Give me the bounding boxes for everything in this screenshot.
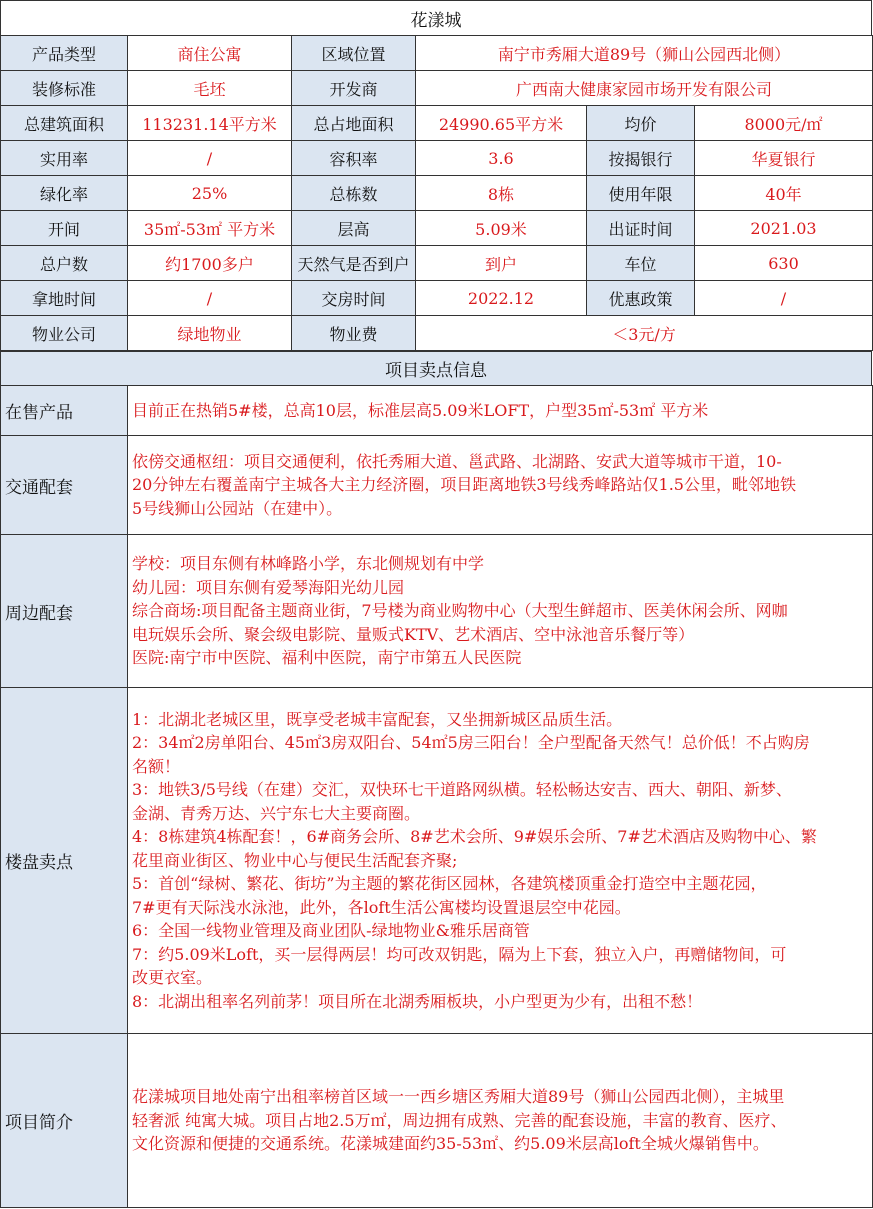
label-mortgage-bank: 按揭银行 — [587, 141, 695, 176]
text-line: 6：全国一线物业管理及商业团队-绿地物业&雅乐居商管 — [132, 921, 530, 941]
label-highlights: 楼盘卖点 — [1, 688, 128, 1034]
text-line: 金湖、青秀万达、兴宁东七大主要商圈。 — [132, 803, 421, 823]
value-plot-ratio: 3.6 — [416, 141, 587, 176]
value-decoration: 毛坯 — [128, 71, 292, 106]
value-location: 南宁市秀厢大道89号（狮山公园西北侧） — [416, 36, 873, 71]
table-row — [1, 176, 873, 211]
table-row — [1, 535, 873, 688]
label-floor-height: 层高 — [292, 211, 416, 246]
value-total-land-area: 24990.65平方米 — [416, 106, 587, 141]
label-total-building-area: 总建筑面积 — [1, 106, 128, 141]
label-unit-size: 开间 — [1, 211, 128, 246]
label-usage-rate: 实用率 — [1, 141, 128, 176]
label-green-rate: 绿化率 — [1, 176, 128, 211]
selling-points-title: 项目卖点信息 — [0, 351, 872, 386]
label-land-time: 拿地时间 — [1, 281, 128, 316]
value-gas: 到户 — [416, 246, 587, 281]
text-line: 医院:南宁市中医院、福利中医院，南宁市第五人民医院 — [132, 648, 522, 668]
value-property-company: 绿地物业 — [128, 316, 292, 351]
text-line: 4：8栋建筑4栋配套！，6#商务会所、8#艺术会所、9#娱乐会所、7#艺术酒店及购物中心、繁 — [132, 827, 817, 847]
label-total-buildings: 总栋数 — [292, 176, 416, 211]
table-row — [1, 688, 873, 1034]
value-intro — [128, 1034, 873, 1208]
text-line: 2：34㎡2房单阳台、45㎡3房双阳台、54㎡5房三阳台！全户型配备天然气！总价低！不占购房 — [132, 733, 810, 753]
table-row — [1, 71, 873, 106]
text-line: 5号线狮山公园站（在建中）。 — [132, 498, 343, 518]
label-parking: 车位 — [587, 246, 695, 281]
text-line: 改更衣室。 — [132, 968, 213, 988]
table-row — [1, 386, 873, 436]
text-line: 1：北湖北老城区里，既享受老城丰富配套，又坐拥新城区品质生活。 — [132, 709, 623, 729]
value-mortgage-bank: 华夏银行 — [695, 141, 873, 176]
label-promotion: 优惠政策 — [587, 281, 695, 316]
text-line: 综合商场:项目配备主题商业街，7号楼为商业购物中心（大型生鲜超市、医美休闲会所、网咖 — [132, 601, 788, 621]
text-line: 依傍交通枢纽：项目交通便利，依托秀厢大道、邕武路、北湖路、安武大道等城市干道，10- — [132, 451, 782, 471]
value-green-rate: 25% — [128, 176, 292, 211]
value-floor-height: 5.09米 — [416, 211, 587, 246]
label-product-type: 产品类型 — [1, 36, 128, 71]
text-line: 目前正在热销5#楼，总高10层，标准层高5.09米LOFT，户型35㎡-53㎡ 平方米 — [132, 400, 709, 420]
label-property-fee: 物业费 — [292, 316, 416, 351]
label-avg-price: 均价 — [587, 106, 695, 141]
text-line: 8：北湖出租率名列前茅！项目所在北湖秀厢板块，小户型更为少有，出租不愁！ — [132, 991, 703, 1011]
text-line: 20分钟左右覆盖南宁主城各大主力经济圈，项目距离地铁3号线秀峰路站仅1.5公里，毗邻地铁 — [132, 475, 796, 495]
table-row — [1, 141, 873, 176]
label-traffic: 交通配套 — [1, 436, 128, 535]
selling-points-table — [0, 385, 873, 1208]
value-cert-time: 2021.03 — [695, 211, 873, 246]
table-row — [1, 436, 873, 535]
label-decoration: 装修标准 — [1, 71, 128, 106]
label-delivery-time: 交房时间 — [292, 281, 416, 316]
value-total-buildings: 8栋 — [416, 176, 587, 211]
text-line: 轻奢派 纯寓大城。项目占地2.5万㎡，周边拥有成熟、完善的配套设施，丰富的教育、医疗、 — [132, 1110, 787, 1130]
label-on-sale: 在售产品 — [1, 386, 128, 436]
value-parking: 630 — [695, 246, 873, 281]
value-delivery-time: 2022.12 — [416, 281, 587, 316]
table-row — [1, 36, 873, 71]
value-avg-price: 8000元/㎡ — [695, 106, 873, 141]
label-total-households: 总户数 — [1, 246, 128, 281]
label-developer: 开发商 — [292, 71, 416, 106]
label-cert-time: 出证时间 — [587, 211, 695, 246]
text-line: 文化资源和便捷的交通系统。花漾城建面约35-53㎡、约5.09米层高loft全城火爆销售中。 — [132, 1134, 769, 1154]
label-property-company: 物业公司 — [1, 316, 128, 351]
value-surrounding — [128, 535, 873, 688]
value-property-fee: ＜3元/方 — [416, 316, 873, 351]
value-product-type: 商住公寓 — [128, 36, 292, 71]
table-row — [1, 246, 873, 281]
table-row — [1, 316, 873, 351]
table-row — [1, 211, 873, 246]
text-line: 5：首创“绿树、繁花、街坊”为主题的繁花街区园林，各建筑楼顶重金打造空中主题花园， — [132, 874, 767, 894]
value-usage-rate: / — [128, 141, 292, 176]
value-total-households: 约1700多户 — [128, 246, 292, 281]
text-line: 学校：项目东侧有林峰路小学，东北侧规划有中学 — [132, 554, 485, 574]
text-line: 电玩娱乐会所、聚会级电影院、量贩式KTV、艺术酒店、空中泳池音乐餐厅等） — [132, 624, 695, 644]
value-land-time: / — [128, 281, 292, 316]
table-row — [1, 106, 873, 141]
value-traffic — [128, 436, 873, 535]
label-surrounding: 周边配套 — [1, 535, 128, 688]
value-unit-size: 35㎡-53㎡ 平方米 — [128, 211, 292, 246]
label-location: 区域位置 — [292, 36, 416, 71]
label-plot-ratio: 容积率 — [292, 141, 416, 176]
value-highlights — [128, 688, 873, 1034]
value-usage-years: 40年 — [695, 176, 873, 211]
info-table — [0, 35, 873, 351]
value-on-sale — [128, 386, 873, 436]
label-total-land-area: 总占地面积 — [292, 106, 416, 141]
page-title: 花漾城 — [0, 0, 872, 36]
text-line: 7#更有天际浅水泳池，此外，各loft生活公寓楼均设置退层空中花园。 — [132, 897, 631, 917]
label-intro: 项目简介 — [1, 1034, 128, 1208]
value-total-building-area: 113231.14平方米 — [128, 106, 292, 141]
text-line: 7：约5.09米Loft，买一层得两层！均可改双钥匙，隔为上下套，独立入户，再赠储物间，可 — [132, 944, 787, 964]
text-line: 名额！ — [132, 756, 181, 776]
value-developer: 广西南大健康家园市场开发有限公司 — [416, 71, 873, 106]
text-line: 幼儿园：项目东侧有爱琴海阳光幼儿园 — [132, 577, 405, 597]
value-promotion: / — [695, 281, 873, 316]
table-row — [1, 1034, 873, 1208]
label-usage-years: 使用年限 — [587, 176, 695, 211]
table-row — [1, 281, 873, 316]
text-line: 花里商业街区、物业中心与便民生活配套齐聚; — [132, 850, 458, 870]
text-line: 3：地铁3/5号线（在建）交汇，双快环七干道路网纵横。轻松畅达安吉、西大、朝阳、新梦、 — [132, 780, 792, 800]
text-line: 花漾城项目地处南宁出租率榜首区域一一西乡塘区秀厢大道89号（狮山公园西北侧），主城里 — [132, 1087, 785, 1107]
label-gas: 天然气是否到户 — [292, 246, 416, 281]
